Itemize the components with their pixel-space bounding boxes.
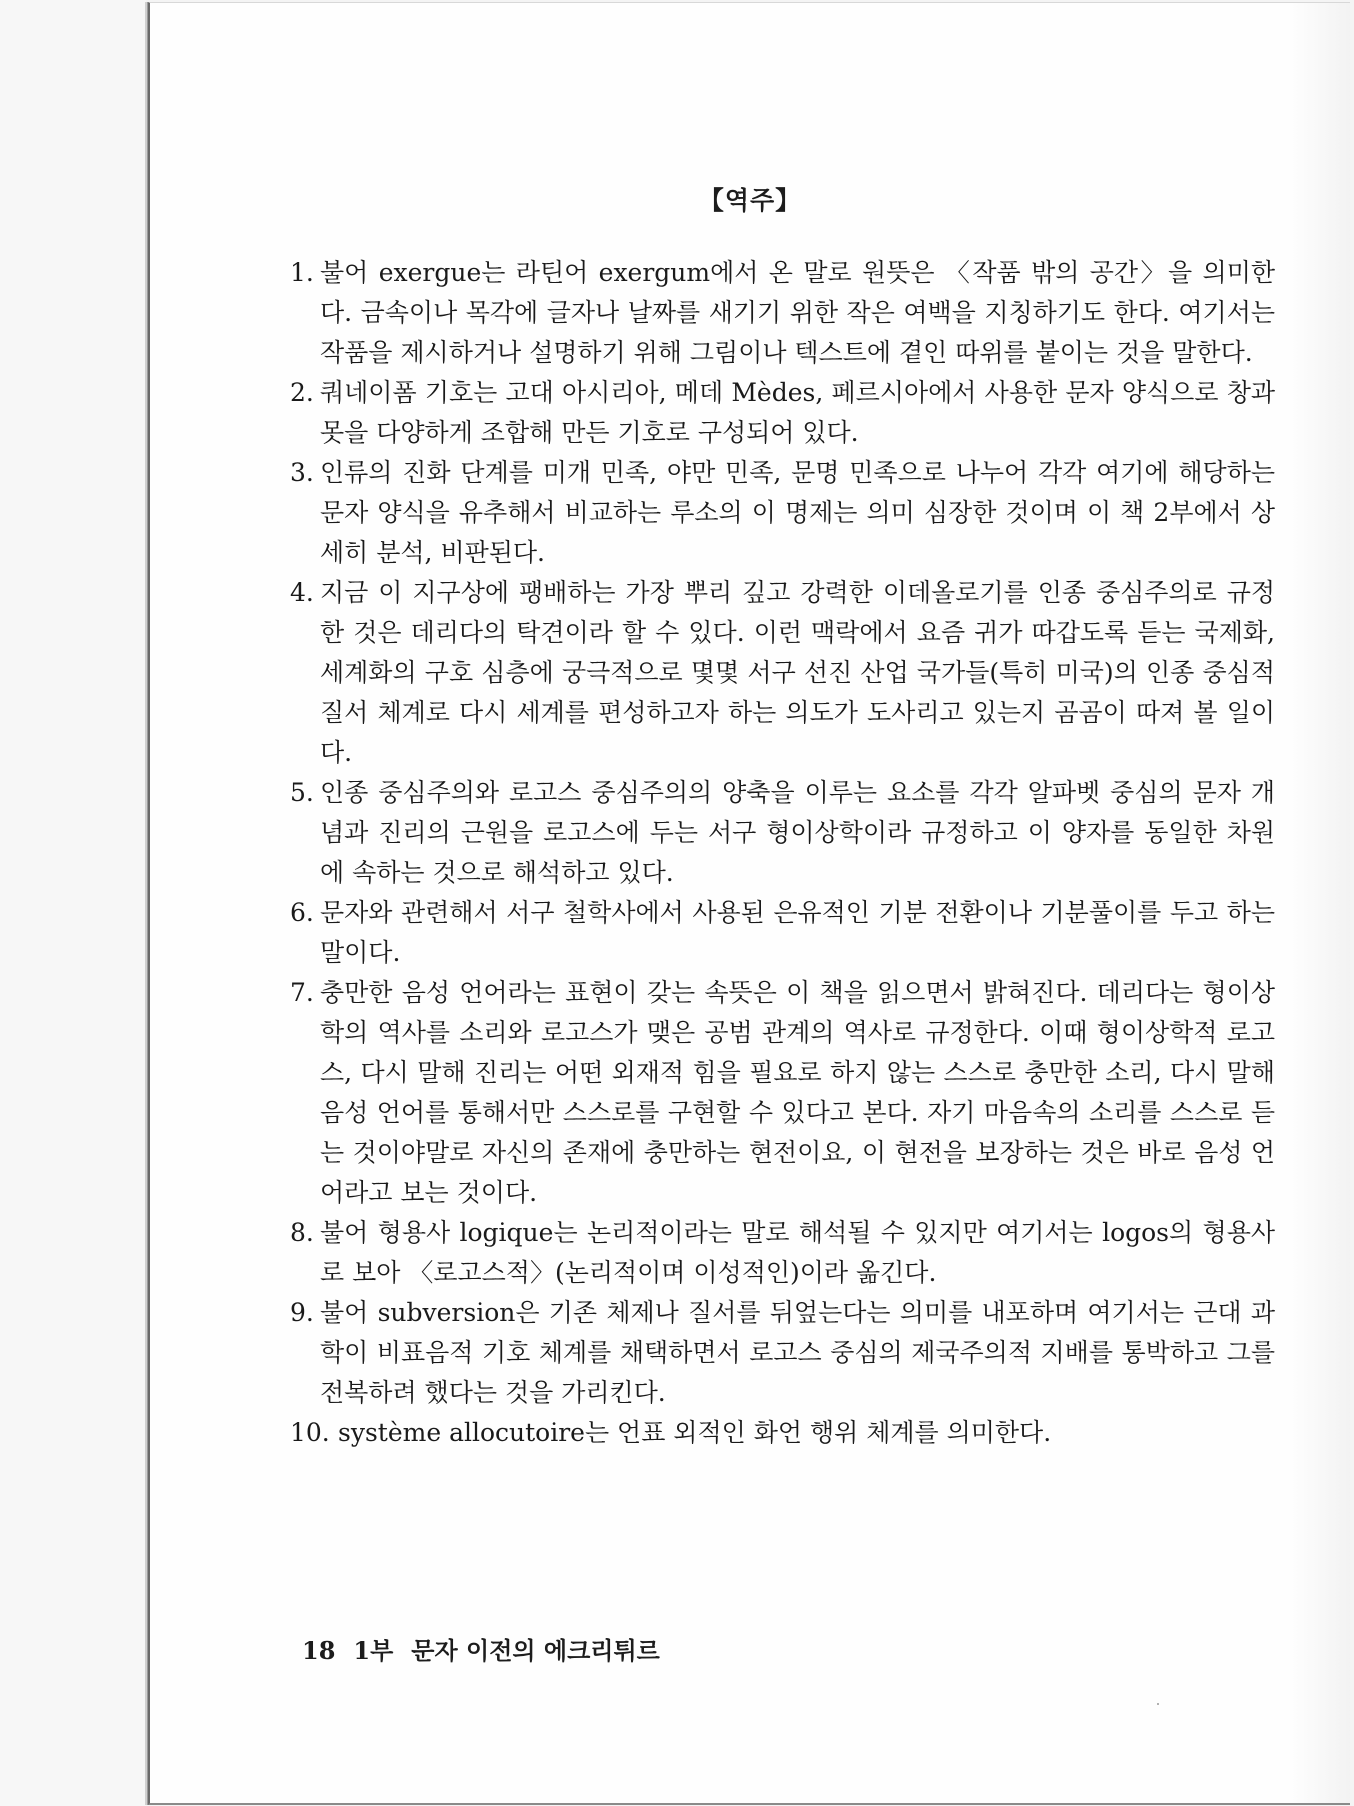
note-item — [290, 893, 1275, 973]
note-item — [290, 573, 1275, 773]
note-text: système allocutoire는 언표 외적인 화언 행위 체계를 의미한다. — [338, 1418, 1052, 1447]
note-number: 1. — [290, 258, 314, 287]
viewer-left-margin — [0, 0, 146, 1806]
note-number: 4. — [290, 578, 314, 607]
translator-notes-list — [290, 253, 1275, 1453]
note-number: 6. — [290, 898, 314, 927]
note-text: 인종 중심주의와 로고스 중심주의의 양축을 이루는 요소를 각각 알파벳 중심의 문자 개념과 진리의 근원을 로고스에 두는 서구 형이상학이라 규정하고 이 양자를 동일한 차원에 속하는 것으로 해석하고 있다. — [320, 778, 1275, 887]
note-item — [290, 773, 1275, 893]
note-text: 충만한 음성 언어라는 표현이 갖는 속뜻은 이 책을 읽으면서 밝혀진다. 데리다는 형이상학의 역사를 소리와 로고스가 맺은 공범 관계의 역사로 규정한다. 이때 형이상학적 로고스, 다시 말해 진리는 어떤 외재적 힘을 필요로 하지 않는 스스로 충만한 소리, 다시 말해 음성 언어를 통해서만 스스로를 구현할 수 있다고 본다. 자기 마음속의 소리를 스스로 듣는 것이야말로 자신의 존재에 충만하는 현전이요, 이 현전을 보장하는 것은 바로 음성 언어라고 보는 것이다. — [320, 978, 1275, 1207]
page-footer — [302, 1631, 678, 1666]
note-text: 불어 exergue는 라틴어 exergum에서 온 말로 원뜻은 〈작품 밖의 공간〉을 의미한다. 금속이나 목각에 글자나 날짜를 새기기 위한 작은 여백을 지칭하기도 한다. 여기서는 작품을 제시하거나 설명하기 위해 그림이나 텍스트에 곁인 따위를 붙이는 것을 말한다. — [320, 258, 1275, 367]
page-number: 18 — [302, 1636, 336, 1665]
note-number: 9. — [290, 1298, 314, 1327]
print-speck — [1157, 1703, 1159, 1705]
note-text: 불어 subversion은 기존 체제나 질서를 뒤엎는다는 의미를 내포하며 여기서는 근대 과학이 비표음적 기호 체계를 채택하면서 로고스 중심의 제국주의적 지배를 통박하고 그를 전복하려 했다는 것을 가리킨다. — [320, 1298, 1275, 1407]
note-number: 8. — [290, 1218, 314, 1247]
note-number: 10. — [290, 1418, 330, 1447]
note-item — [290, 1293, 1275, 1413]
footer-part: 1부 — [353, 1636, 394, 1665]
note-item — [290, 973, 1275, 1213]
note-text: 지금 이 지구상에 팽배하는 가장 뿌리 깊고 강력한 이데올로기를 인종 중심주의로 규정한 것은 데리다의 탁견이라 할 수 있다. 이런 맥락에서 요즘 귀가 따갑도록 듣는 국제화, 세계화의 구호 심층에 궁극적으로 몇몇 서구 선진 산업 국가들(특히 미국)의 인종 중심적 질서 체계로 다시 세계를 편성하고자 하는 의도가 도사리고 있는지 곰곰이 따져 볼 일이다. — [320, 578, 1275, 767]
note-item — [290, 253, 1275, 373]
note-text: 문자와 관련해서 서구 철학사에서 사용된 은유적인 기분 전환이나 기분풀이를 두고 하는 말이다. — [320, 898, 1275, 967]
book-page — [148, 2, 1350, 1805]
note-text: 쿼네이폼 기호는 고대 아시리아, 메데 Mèdes, 페르시아에서 사용한 문자 양식으로 창과 못을 다양하게 조합해 만든 기호로 구성되어 있다. — [320, 378, 1275, 447]
page-edge-shade — [1290, 3, 1350, 1803]
note-item — [290, 1213, 1275, 1293]
note-number: 5. — [290, 778, 314, 807]
note-number: 3. — [290, 458, 314, 487]
note-text: 불어 형용사 logique는 논리적이라는 말로 해석될 수 있지만 여기서는 logos의 형용사로 보아 〈로고스적〉(논리적이며 이성적인)이라 옮긴다. — [320, 1218, 1275, 1287]
notes-heading: 【역주】 — [698, 186, 802, 215]
footer-chapter-title: 문자 이전의 에크리튀르 — [411, 1636, 660, 1665]
note-item — [290, 373, 1275, 453]
note-item — [290, 453, 1275, 573]
note-number: 7. — [290, 978, 314, 1007]
note-number: 2. — [290, 378, 314, 407]
note-text: 인류의 진화 단계를 미개 민족, 야만 민족, 문명 민족으로 나누어 각각 여기에 해당하는 문자 양식을 유추해서 비교하는 루소의 이 명제는 의미 심장한 것이며 이 책 2부에서 상세히 분석, 비판된다. — [320, 458, 1275, 567]
note-item — [290, 1413, 1275, 1453]
